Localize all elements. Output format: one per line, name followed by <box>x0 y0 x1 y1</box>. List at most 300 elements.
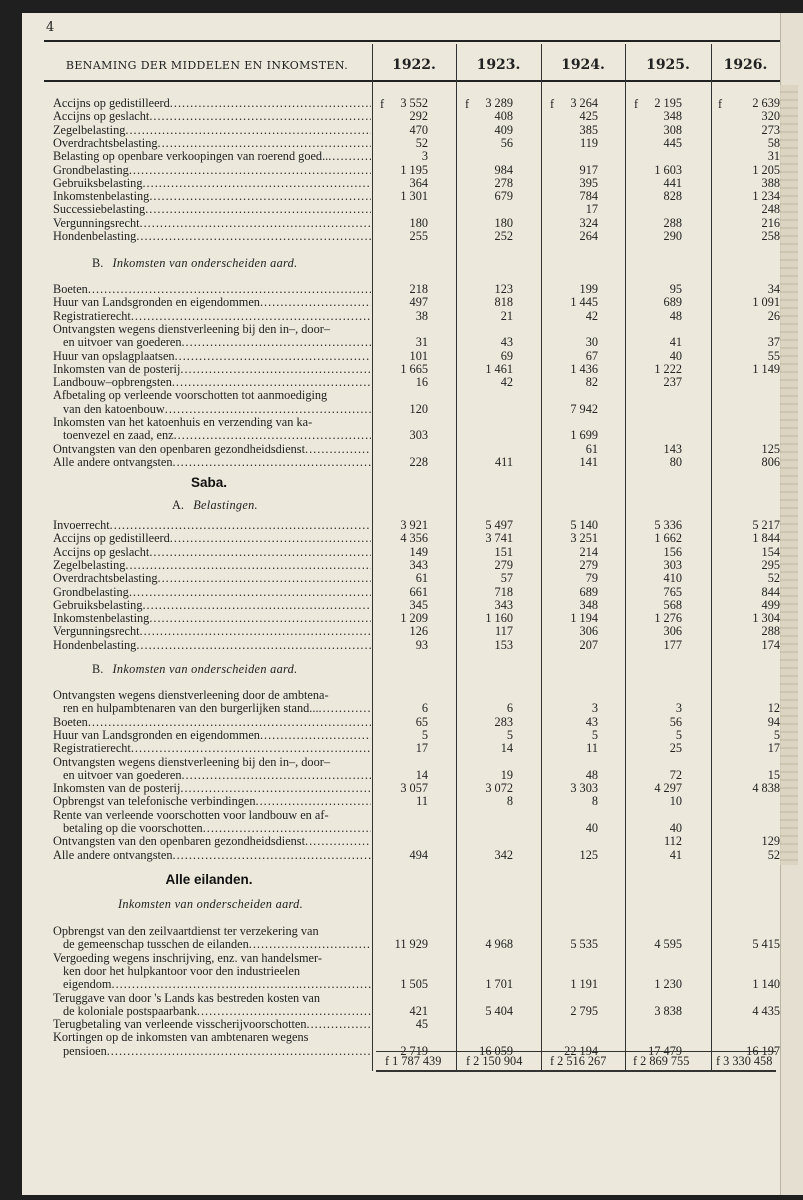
table-cell: 11 929 <box>394 937 428 952</box>
row-label-text: Ontvangsten wegens dienstverleening door de ambtena- <box>53 688 329 702</box>
row-label <box>53 728 371 742</box>
table-cell: 207 <box>579 637 598 652</box>
row-label <box>63 335 371 349</box>
section-title: Inkomsten van onderscheiden aard. <box>112 256 298 270</box>
table-cell: 409 <box>494 122 513 137</box>
table-cell: 199 <box>579 282 598 296</box>
section-heading-b1 <box>92 256 298 271</box>
table-cell: 3 251 <box>570 531 598 546</box>
table-cell: 499 <box>761 597 780 612</box>
leader-dots <box>158 136 372 150</box>
table-cell: 445 <box>663 135 682 150</box>
table-cell: 343 <box>494 597 513 612</box>
row-label-text: Inkomsten van de posterij <box>53 781 181 796</box>
table-cell: 3 264 <box>570 96 598 110</box>
row-label <box>53 848 371 862</box>
leader-dots <box>181 335 371 349</box>
table-cell: 1 603 <box>654 162 682 177</box>
column-rule <box>541 44 542 1071</box>
table-cell: 568 <box>663 597 682 612</box>
table-cell: 37 <box>767 335 780 350</box>
table-cell: 5 497 <box>485 518 513 532</box>
leader-dots <box>173 455 371 469</box>
table-cell: 4 297 <box>654 781 682 796</box>
table-cell: 4 356 <box>400 531 428 546</box>
table-cell: 342 <box>494 847 513 862</box>
row-label <box>53 741 371 755</box>
table-cell: 17 <box>767 741 780 756</box>
table-cell: 1 301 <box>400 189 428 204</box>
table-cell: 40 <box>585 821 598 835</box>
table-cell: 1 230 <box>654 977 682 992</box>
table-cell: 8 <box>591 794 598 809</box>
row-label <box>53 109 371 123</box>
table-cell: 425 <box>579 109 598 124</box>
table-cell: 1 699 <box>570 428 598 443</box>
total-cell: f 3 330 458 <box>716 1054 773 1068</box>
leader-dots <box>249 937 371 951</box>
row-label-text: Inkomsten van het katoenhuis en verzending van ka- <box>53 415 313 429</box>
table-cell: 320 <box>761 109 780 124</box>
table-cell: 343 <box>409 557 428 572</box>
table-cell: 95 <box>669 282 682 296</box>
leader-dots <box>181 768 371 782</box>
leader-dots <box>125 558 371 572</box>
table-cell: 421 <box>409 1003 428 1018</box>
table-cell: 3 838 <box>654 1003 682 1018</box>
leader-dots <box>175 349 371 363</box>
table-cell: 151 <box>494 544 513 559</box>
table-cell: 3 552 <box>400 96 428 110</box>
table-cell: 4 595 <box>654 937 682 952</box>
leader-dots <box>142 176 371 190</box>
table-cell: 3 303 <box>570 781 598 796</box>
column-rule <box>372 44 373 1071</box>
table-cell: 16 <box>415 375 428 390</box>
table-cell: 3 289 <box>485 96 513 110</box>
table-cell: 17 <box>415 741 428 756</box>
table-cell: 52 <box>415 135 428 150</box>
table-cell: 324 <box>579 215 598 230</box>
table-cell: 21 <box>500 308 513 323</box>
table-cell: 5 336 <box>654 518 682 532</box>
row-label-text: Vergoeding wegens inschrijving, enz. van handelsmer- <box>53 950 322 965</box>
row-label-text: ken door het hulpkantoor voor den industrieelen <box>63 963 300 978</box>
leader-dots <box>149 109 371 123</box>
table-cell: 345 <box>409 597 428 612</box>
row-label-text: Overdrachtsbelasting <box>53 135 158 150</box>
table-cell: 1 160 <box>485 611 513 626</box>
table-cell: 395 <box>579 175 598 190</box>
table-cell: 129 <box>761 834 780 849</box>
table-cell: 72 <box>669 767 682 782</box>
table-cell: 57 <box>500 571 513 586</box>
table-cell: 3 057 <box>400 781 428 796</box>
table-cell: 441 <box>663 175 682 190</box>
row-label-text: Opbrengst van den zeilvaartdienst ter verzekering van <box>53 924 319 938</box>
row-label-text: Ontvangsten wegens dienstverleening bij den in–, door– <box>53 321 330 336</box>
table-cell: 279 <box>494 557 513 572</box>
table-cell: 3 <box>591 701 598 716</box>
row-label-text: Grondbelasting <box>53 584 129 599</box>
leader-dots <box>158 571 372 585</box>
row-label <box>53 282 371 296</box>
column-header-year: 1926. <box>723 57 768 73</box>
table-cell: 16 059 <box>479 1043 513 1058</box>
table-cell: 120 <box>409 401 428 416</box>
column-header-year: 1922. <box>392 57 436 73</box>
row-label-text: Ontvangsten van den openbaren gezondheidsdienst <box>53 441 306 456</box>
row-label-text: Hondenbelasting <box>53 637 137 652</box>
table-cell: 303 <box>663 557 682 572</box>
table-cell: 279 <box>579 557 598 572</box>
table-cell: 34 <box>767 282 780 296</box>
table-cell: 31 <box>415 335 428 350</box>
leader-dots <box>170 96 371 110</box>
table-cell: 1 445 <box>570 295 598 310</box>
table-cell: 784 <box>579 189 598 204</box>
row-label <box>63 821 371 835</box>
table-cell: 58 <box>767 135 780 150</box>
table-cell: 41 <box>669 847 682 862</box>
table-cell: 252 <box>494 229 513 243</box>
total-cell: f 2 150 904 <box>466 1054 523 1068</box>
table-cell: 1 276 <box>654 611 682 626</box>
table-cell: 56 <box>500 135 513 150</box>
column-rule <box>625 44 626 1071</box>
table-cell: 4 838 <box>752 781 780 796</box>
row-label-text: Zegelbelasting <box>53 122 126 137</box>
row-label-text: Accijns op geslacht <box>53 109 150 124</box>
table-cell: 16 197 <box>746 1043 780 1058</box>
table-cell: 17 <box>585 202 598 217</box>
table-cell: 264 <box>579 229 598 243</box>
total-cell: f 1 787 439 <box>385 1054 442 1068</box>
row-label-text: Landbouw–opbrengsten <box>53 375 172 390</box>
header-bottom-rule <box>44 80 780 82</box>
table-cell: 1 505 <box>400 977 428 992</box>
table-cell: 494 <box>409 847 428 862</box>
leader-dots <box>203 821 371 835</box>
row-label <box>53 375 371 389</box>
row-label-text: Vergunningsrecht <box>53 624 140 639</box>
table-cell: 470 <box>409 122 428 137</box>
table-cell: 2 639 <box>752 96 780 110</box>
table-cell: 288 <box>761 624 780 639</box>
row-label <box>53 136 371 150</box>
table-cell: 1 205 <box>752 162 780 177</box>
table-cell: 6 <box>421 701 428 716</box>
row-label <box>53 123 371 137</box>
row-label <box>63 1044 371 1058</box>
row-label-text: eigendom <box>63 977 112 992</box>
section-letter: B. <box>92 662 104 676</box>
leader-dots <box>173 848 371 862</box>
table-cell: 26 <box>767 308 780 323</box>
table-cell: 214 <box>579 544 598 559</box>
row-label-text: Inkomstenbelasting <box>53 189 150 204</box>
table-cell: 180 <box>409 215 428 230</box>
row-label <box>53 688 371 702</box>
table-cell: 61 <box>585 441 598 456</box>
row-label <box>53 1017 371 1031</box>
table-cell: 7 942 <box>570 401 598 416</box>
table-cell: 828 <box>663 189 682 204</box>
row-label <box>53 96 371 110</box>
table-cell: 79 <box>585 571 598 586</box>
table-cell: 117 <box>495 624 513 639</box>
total-cell: f 2 516 267 <box>550 1054 607 1068</box>
table-cell: 40 <box>669 348 682 363</box>
leader-dots <box>136 229 371 243</box>
table-cell: 1 222 <box>654 361 682 376</box>
table-cell: 3 <box>675 701 682 716</box>
table-cell: 497 <box>409 295 428 310</box>
table-cell: 55 <box>767 348 780 363</box>
table-cell: 308 <box>663 122 682 137</box>
table-cell: 126 <box>409 624 428 639</box>
table-cell: 8 <box>506 794 513 809</box>
row-label-text: Overdrachtsbelasting <box>53 571 158 586</box>
section-title: Inkomsten van onderscheiden aard. <box>112 662 298 676</box>
leader-dots <box>165 402 371 416</box>
row-label <box>53 349 371 363</box>
section-title: Inkomsten van onderscheiden aard. <box>118 897 303 911</box>
table-cell: 153 <box>494 637 513 652</box>
row-label <box>53 216 371 230</box>
table-cell: 1 234 <box>752 189 780 204</box>
column-header-year: 1923. <box>476 57 521 73</box>
table-cell: 38 <box>415 308 428 323</box>
row-label-text: Ontvangsten wegens dienstverleening bij den in–, door– <box>53 754 330 769</box>
table-cell: 141 <box>579 454 598 469</box>
row-label <box>53 611 371 625</box>
table-cell: 4 435 <box>752 1003 780 1018</box>
row-label <box>53 834 371 848</box>
table-cell: 411 <box>495 454 513 469</box>
row-label-text: pensioen <box>63 1043 107 1058</box>
leader-dots <box>140 216 371 230</box>
row-label <box>53 1030 371 1044</box>
table-cell: 818 <box>494 295 513 310</box>
table-cell: 52 <box>767 847 780 862</box>
table-cell: 1 844 <box>752 531 780 546</box>
table-cell: 255 <box>409 229 428 243</box>
table-cell: 156 <box>663 544 682 559</box>
row-label-text: de gemeenschap tusschen de eilanden <box>63 937 249 952</box>
table-cell: 19 <box>500 767 513 782</box>
row-label <box>53 545 371 559</box>
leader-dots <box>149 189 371 203</box>
table-cell: 348 <box>579 597 598 612</box>
table-cell: 290 <box>663 229 682 243</box>
table-cell: 295 <box>761 557 780 572</box>
leader-dots <box>256 794 372 808</box>
row-label <box>53 322 371 336</box>
table-cell: 765 <box>663 584 682 599</box>
table-cell: 5 217 <box>752 518 780 532</box>
leader-dots <box>174 428 371 442</box>
leader-dots <box>172 375 371 389</box>
header-top-rule <box>44 40 780 42</box>
row-label <box>53 951 371 965</box>
leader-dots <box>142 598 371 612</box>
table-cell: 1 665 <box>400 361 428 376</box>
table-cell: 3 741 <box>485 531 513 546</box>
table-cell: 718 <box>494 584 513 599</box>
row-label <box>53 229 371 243</box>
row-label-text: Rente van verleende voorschotten voor landbouw en af- <box>53 807 329 822</box>
row-label <box>53 309 371 323</box>
table-cell: 69 <box>500 348 513 363</box>
table-cell: 2 719 <box>400 1043 428 1058</box>
table-cell: 6 <box>506 701 513 716</box>
table-cell: 101 <box>409 348 428 363</box>
table-cell: 689 <box>663 295 682 310</box>
row-label-text: Terugbetaling van verleende visscherijvoorschotten <box>53 1017 307 1032</box>
table-cell: 1 701 <box>485 977 513 992</box>
leader-dots <box>88 282 371 296</box>
currency-marker: f <box>380 97 385 111</box>
table-cell: 5 <box>506 727 513 742</box>
row-label-text: Gebruiksbelasting <box>53 175 143 190</box>
row-label-text: Belasting op openbare verkoopingen van roerend goed.. <box>53 149 329 164</box>
table-cell: 15 <box>767 767 780 782</box>
section-heading-alle <box>118 897 303 912</box>
table-cell: 306 <box>663 624 682 639</box>
row-label <box>63 701 371 715</box>
column-header-year: 1925. <box>646 57 690 73</box>
table-cell: 31 <box>767 149 780 164</box>
table-cell: 1 209 <box>400 611 428 626</box>
table-cell: 5 415 <box>752 937 780 952</box>
column-rule <box>456 44 457 1071</box>
table-cell: 42 <box>585 308 598 323</box>
table-cell: 248 <box>761 202 780 217</box>
leader-dots <box>180 362 371 376</box>
row-label-text: Alle andere ontvangsten <box>53 454 173 469</box>
table-cell: 278 <box>494 175 513 190</box>
row-label <box>53 794 371 808</box>
table-cell: 11 <box>586 741 598 756</box>
row-label <box>53 571 371 585</box>
row-label <box>63 937 371 951</box>
table-cell: 5 <box>773 727 780 742</box>
currency-marker: f <box>634 97 639 111</box>
table-cell: 5 140 <box>570 518 598 532</box>
column-header-benaming: BENAMING DER MIDDELEN EN INKOMSTEN. <box>65 58 349 72</box>
page-number: 4 <box>46 20 55 35</box>
table-cell: 125 <box>579 847 598 862</box>
row-label-text: toenvezel en zaad, enz <box>63 428 174 443</box>
table-cell: 154 <box>761 544 780 559</box>
leader-dots <box>112 977 372 991</box>
leader-dots <box>88 715 371 729</box>
table-cell: 41 <box>669 335 682 350</box>
table-cell: 4 968 <box>485 937 513 952</box>
table-cell: 1 091 <box>752 295 780 310</box>
table-cell: 5 535 <box>570 937 598 952</box>
row-label-text: Boeten <box>53 282 88 296</box>
row-label-text: en uitvoer van goederen <box>63 335 182 350</box>
row-label-text: Afbetaling op verleende voorschotten tot aanmoediging <box>53 388 328 403</box>
table-cell: 1 149 <box>752 361 780 376</box>
alle-eilanden-heading: Alle eilanden. <box>165 872 253 887</box>
table-cell: 82 <box>585 375 598 390</box>
section-heading-saba-a <box>172 498 258 513</box>
table-cell: 283 <box>494 714 513 729</box>
section-heading-b2 <box>92 662 298 677</box>
table-cell: 22 194 <box>564 1043 598 1058</box>
table-cell: 30 <box>585 335 598 350</box>
row-label <box>53 781 371 795</box>
table-cell: 1 194 <box>570 611 598 626</box>
row-label <box>63 428 371 442</box>
row-label-text: Accijns op gedistilleerd <box>53 531 170 546</box>
table-cell: 237 <box>663 375 682 390</box>
leader-dots <box>125 123 371 137</box>
leader-dots <box>305 834 371 848</box>
table-cell: 143 <box>663 441 682 456</box>
table-cell: 5 <box>421 727 428 742</box>
row-label <box>53 808 371 822</box>
row-label-text: Inkomstenbelasting <box>53 611 150 626</box>
leader-dots <box>131 741 371 755</box>
row-label <box>53 624 371 638</box>
row-label-text: Gebruiksbelasting <box>53 597 143 612</box>
table-cell: 119 <box>580 135 598 150</box>
table-cell: 844 <box>761 584 780 599</box>
table-cell: 5 <box>591 727 598 742</box>
table-cell: 5 404 <box>485 1003 513 1018</box>
table-cell: 303 <box>409 428 428 443</box>
row-label <box>53 715 371 729</box>
table-cell: 1 662 <box>654 531 682 546</box>
table-cell: 306 <box>579 624 598 639</box>
table-cell: 679 <box>494 189 513 204</box>
row-label-text: Ontvangsten van den openbaren gezondheidsdienst <box>53 834 306 849</box>
leader-dots <box>129 163 371 177</box>
table-cell: 218 <box>409 282 428 296</box>
row-label-text: Huur van opslagplaatsen <box>53 348 175 363</box>
table-cell: 180 <box>494 215 513 230</box>
column-header-year: 1924. <box>561 57 605 73</box>
row-label-text: Huur van Landsgronden en eigendommen <box>53 295 260 310</box>
leader-dots <box>319 701 371 715</box>
leader-dots <box>305 442 371 456</box>
table-cell: 43 <box>585 714 598 729</box>
leader-dots <box>328 149 371 163</box>
row-label <box>53 455 371 469</box>
table-cell: 177 <box>663 637 682 652</box>
table-cell: 149 <box>409 544 428 559</box>
table-cell: 228 <box>409 454 428 469</box>
row-label <box>53 638 371 652</box>
table-cell: 123 <box>494 282 513 296</box>
table-cell: 689 <box>579 584 598 599</box>
table-cell: 65 <box>415 714 428 729</box>
row-label <box>53 415 371 429</box>
table-cell: 5 <box>675 727 682 742</box>
row-label-text: Invoerrecht <box>53 518 110 532</box>
row-label-text: betaling op die voorschotten <box>63 821 203 835</box>
row-label-text: ren en hulpambtenaren van den burgerlijken stand... <box>63 701 319 716</box>
leader-dots <box>131 309 371 323</box>
table-cell: 388 <box>761 175 780 190</box>
table-cell: 984 <box>494 162 513 177</box>
row-label <box>63 964 371 978</box>
table-cell: 80 <box>669 454 682 469</box>
